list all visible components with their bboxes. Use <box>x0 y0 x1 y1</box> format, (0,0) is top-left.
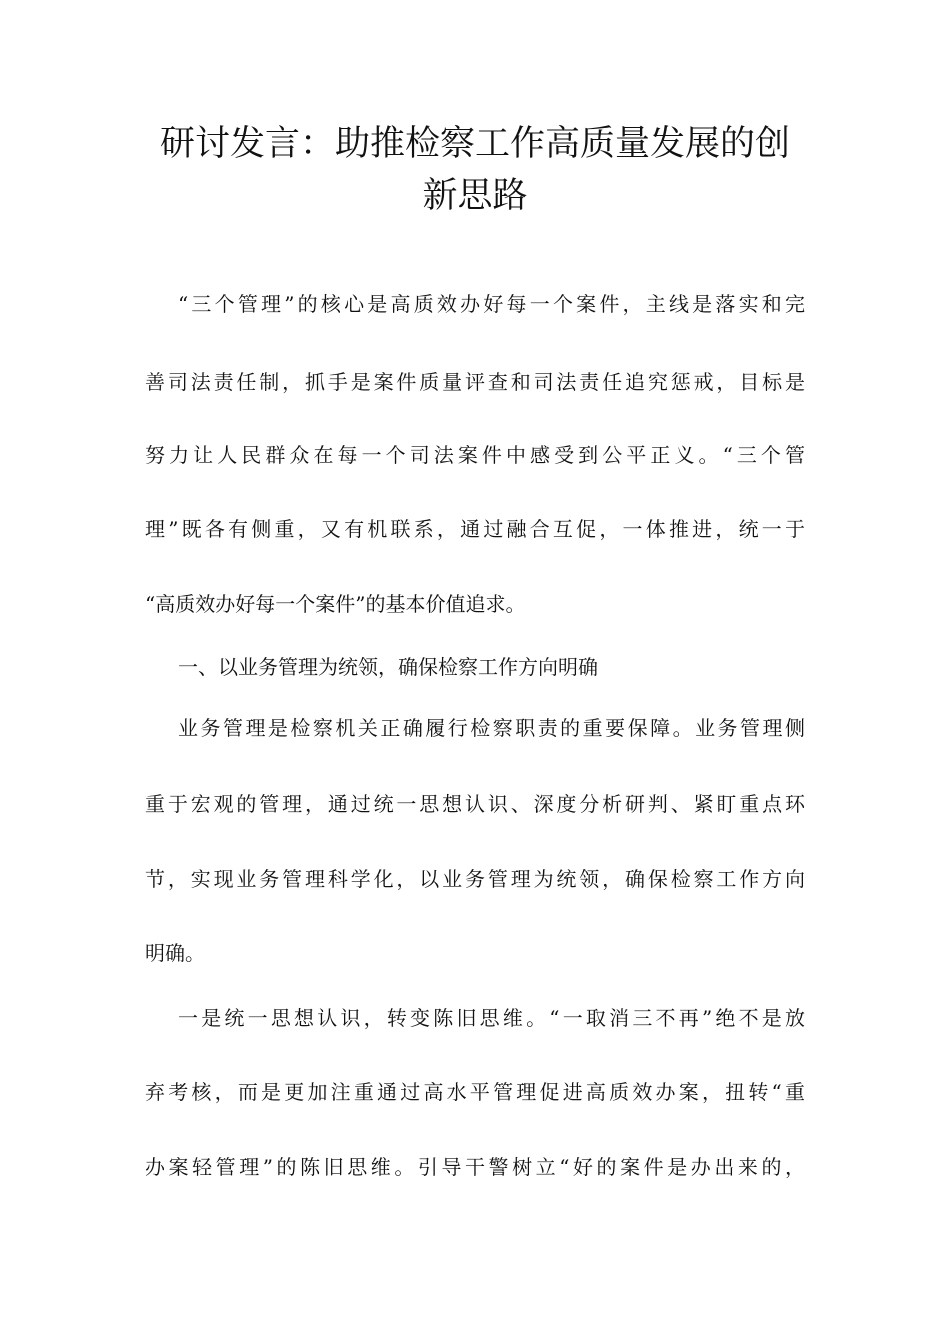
paragraph-1-line-2: 善司法责任制，抓手是案件质量评查和司法责任追究惩戒，目标是 <box>145 370 805 394</box>
document-title-line-1: 研讨发言：助推检察工作高质量发展的创 <box>159 124 790 164</box>
section-heading-1: 一、以业务管理为统领，确保检察工作方向明确 <box>178 655 598 679</box>
paragraph-2-line-2: 重于宏观的管理，通过统一思想认识、深度分析研判、紧盯重点环 <box>145 792 805 816</box>
paragraph-2-line-4: 明确。 <box>145 941 205 965</box>
paragraph-3-line-1: 一是统一思想认识，转变陈旧思维。“一取消三不再”绝不是放 <box>178 1006 805 1030</box>
paragraph-1-line-5: “高质效办好每一个案件”的基本价值追求。 <box>145 592 526 616</box>
paragraph-1-line-4: 理”既各有侧重，又有机联系，通过融合互促，一体推进，统一于 <box>145 517 805 541</box>
paragraph-3-line-2: 弃考核，而是更加注重通过高水平管理促进高质效办案，扭转“重 <box>145 1080 805 1104</box>
paragraph-2-line-3: 节，实现业务管理科学化，以业务管理为统领，确保检察工作方向 <box>145 867 805 891</box>
paragraph-1-line-3: 努力让人民群众在每一个司法案件中感受到公平正义。“三个管 <box>145 443 805 467</box>
paragraph-1-line-1: “三个管理”的核心是高质效办好每一个案件，主线是落实和完 <box>178 292 805 316</box>
paragraph-2-line-1: 业务管理是检察机关正确履行检察职责的重要保障。业务管理侧 <box>178 716 805 740</box>
paragraph-3-line-3: 办案轻管理”的陈旧思维。引导干警树立“好的案件是办出来的， <box>145 1155 805 1179</box>
document-title-line-2: 新思路 <box>422 176 528 216</box>
